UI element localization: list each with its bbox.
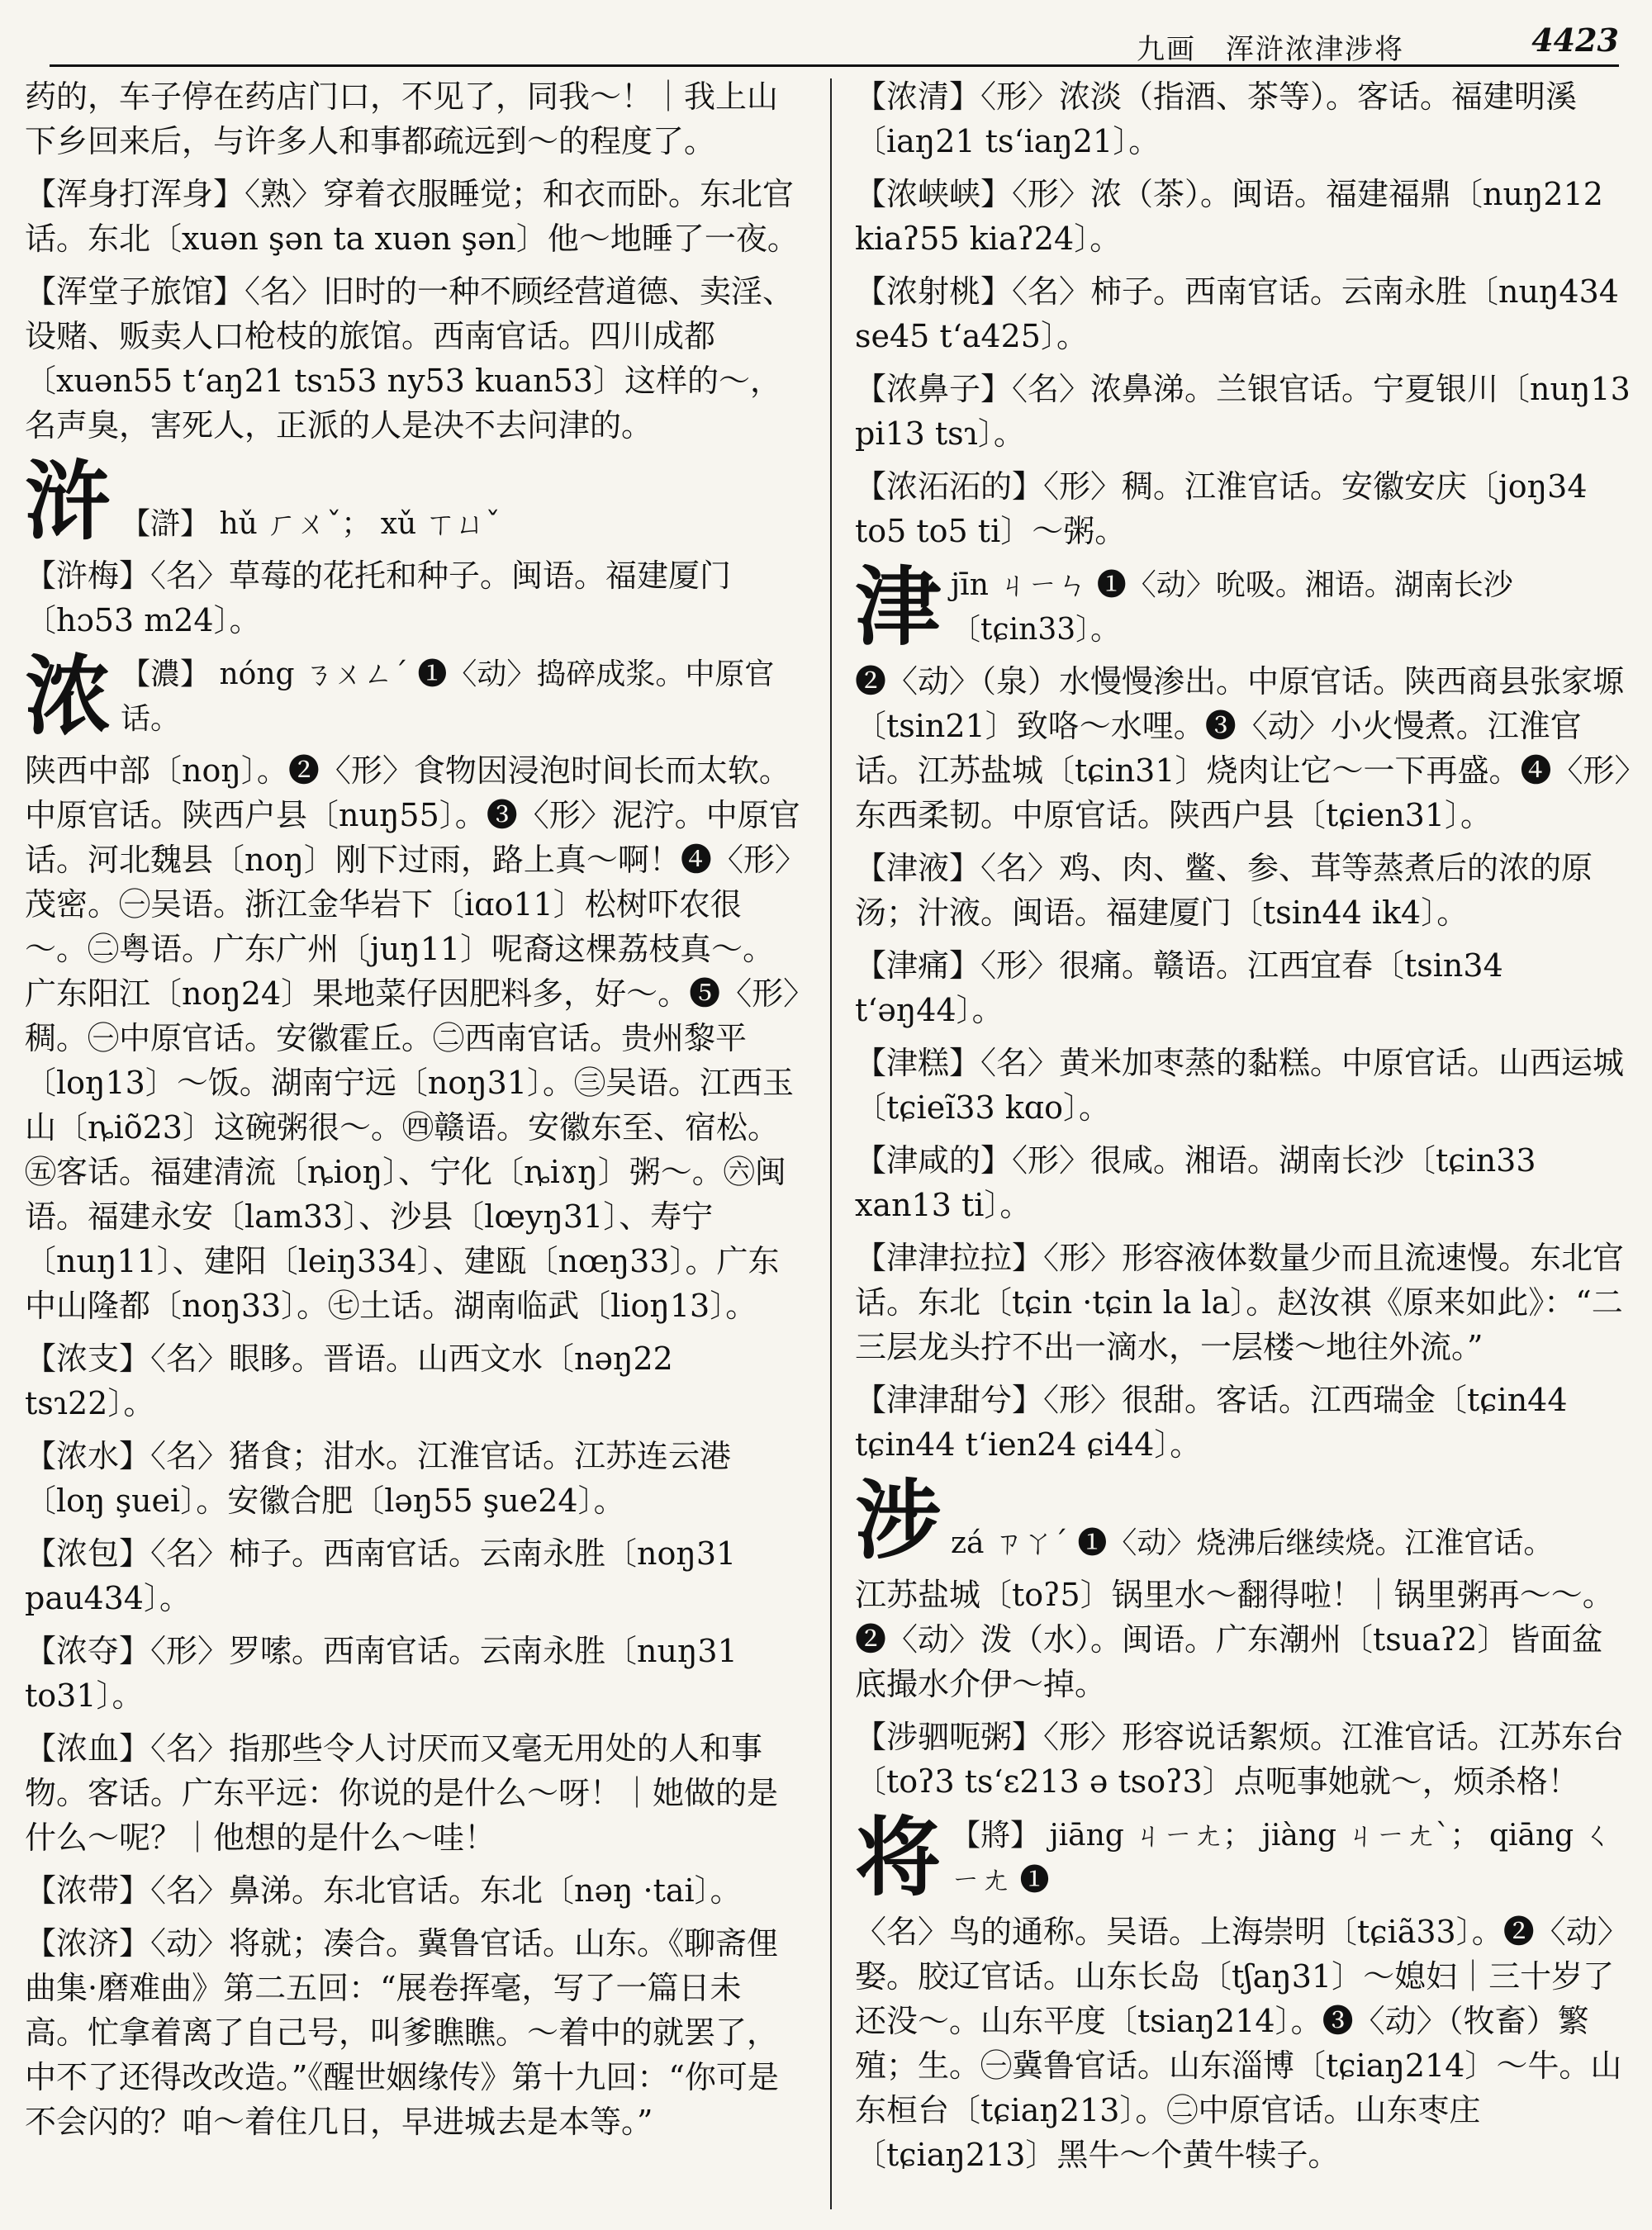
entry-jiang-senses: 〈名〉鸟的通称。吴语。上海崇明〔tɕiã33〕。❷〈动〉娶。胶辽官话。山东长岛〔tʃaŋ31〕～媳妇｜三十岁了还没～。山东平度〔tsiaŋ214〕。❸〈动〉（牧畜）繁殖；生。㊀冀鲁官话。山东淄博〔tɕiaŋ214〕～牛。山东桓台〔tɕiaŋ213〕。㊁中原官话。山东枣庄〔tɕiaŋ213〕黑牛～个黄牛犊子。 [855, 1914, 1629, 2173]
entry-jin-senses: ❷〈动〉（泉）水慢慢渗出。中原官话。陕西商县张家塬〔tsin21〕致咯～水哩。❸〈动〉小火慢煮。江淮官话。江苏盐城〔tɕin31〕烧肉让它～一下再盛。❹〈形〉东西柔韧。中原官话。陕西户县〔tɕien31〕。 [855, 663, 1631, 833]
entry-nong-qing: 【浓清】〈形〉浓淡（指酒、茶等）。客话。福建明溪〔iaŋ21 tsʻiaŋ21〕。 [855, 78, 1578, 159]
entry-hun-shen: 【浑身打浑身】〈熟〉穿着衣服睡觉；和衣而卧。东北官话。东北〔xuən şən ta xuən şən〕他～地睡了一夜。 [25, 176, 799, 257]
entry-nong-dai: 【浓带】〈名〉鼻涕。东北官话。东北〔nəŋ ·tai〕。 [25, 1872, 742, 1909]
right-column [855, 74, 1631, 2185]
headword-jiang [855, 1806, 1631, 1908]
section-title: 九画 浑浒浓津涉将 [1137, 33, 1404, 66]
entry-nong-duo: 【浓夺】〈形〉罗嗦。西南官话。云南永胜〔nuŋ31 to31〕。 [25, 1633, 738, 1714]
entry-nong-senses: 陕西中部〔noŋ〕。❷〈形〉食物因浸泡时间长而太软。中原官话。陕西户县〔nuŋ55〕。❸〈形〉泥泞。中原官话。河北魏县〔noŋ〕刚下过雨，路上真～啊！❹〈形〉茂密。㊀吴语。浙江金华岩下〔iɑo11〕松树吓农很～。㊁粤语。广东广州〔juŋ11〕呢裔这棵荔枝真～。广东阳江〔noŋ24〕果地菜仔因肥料多，好～。❺〈形〉稠。㊀中原官话。安徽霍丘。㊁西南官话。贵州黎平〔loŋ13〕～饭。湖南宁远〔noŋ31〕。㊂吴语。江西玉山〔ȵiõ23〕这碗粥很～。㊃赣语。安徽东至、宿松。㊄客话。福建清流〔ȵioŋ〕、宁化〔ȵiɤŋ〕粥～。㊅闽语。福建永安〔lam33〕、沙县〔lœyŋ31〕、寿宁〔nuŋ11〕、建阳〔leiŋ334〕、建瓯〔nœŋ33〕。广东中山隆都〔noŋ33〕。㊆土话。湖南临武〔lioŋ13〕。 [25, 752, 800, 1324]
entry-hu-mei: 【浒梅】〈名〉草莓的花托和种子。闽语。福建厦门〔hɔ53 m24〕。 [25, 558, 732, 638]
entry-jin-gao: 【津糕】〈名〉黄米加枣蒸的黏糕。中原官话。山西运城〔tɕieĩ33 kɑo〕。 [855, 1045, 1625, 1126]
entry-nong-she-tao: 【浓射桃】〈名〉柿子。西南官话。云南永胜〔nuŋ434 se45 tʻa425〕。 [855, 273, 1619, 354]
entry-za-senses: 江苏盐城〔toʔ5〕锅里水～翻得啦！｜锅里粥再～～。❷〈动〉泼（水）。闽语。广东潮州〔tsuaʔ2〕皆面盆底撮水介伊～掉。 [855, 1577, 1614, 1702]
headword-char-jiang: 将 [855, 1806, 942, 1908]
entry-nong-shui: 【浓水】〈名〉猪食；泔水。江淮官话。江苏连云港〔loŋ şuei〕。安徽合肥〔ləŋ55 şue24〕。 [25, 1438, 732, 1519]
headword-reading-jiang: 【將】 jiāng ㄐㄧㄤ； jiàng ㄐㄧㄤˋ； qiāng ㄑㄧㄤ ❶ [951, 1819, 1613, 1897]
headword-reading-hu: 【滸】 hǔ ㄏㄨˇ； xǔ ㄒㄩˇ [121, 507, 501, 541]
entry-jin-xian: 【津咸的】〈形〉很咸。湘语。湖南长沙〔tɕin33 xan13 ti〕。 [855, 1142, 1536, 1223]
entry-nong-xue: 【浓血】〈名〉指那些令人讨厌而又毫无用处的人和事物。客话。广东平远：你说的是什么～呀！｜她做的是什么～呢？｜他想的是什么～哇！ [25, 1730, 779, 1856]
entry-nong-bi-zi: 【浓鼻子】〈名〉浓鼻涕。兰银官话。宁夏银川〔nuŋ13 pi13 tsɿ〕。 [855, 371, 1631, 452]
headword-char-nong: 浓 [25, 645, 112, 747]
entry-jin-tong: 【津痛】〈形〉很痛。赣语。江西宜春〔tsin34 tʻəŋ44〕。 [855, 947, 1503, 1028]
entry-hun-tang-zi: 【浑堂子旅馆】〈名〉旧时的一种不顾经营道德、卖淫、设赌、贩卖人口枪枝的旅馆。西南官话。四川成都〔xuən55 tʻaŋ21 tsɿ53 ny53 kuan53〕这样的～，名声臭，害死人，正派的人是决不去问津的。 [25, 273, 795, 444]
headword-reading-za: zá ㄗㄚˊ ❶〈动〉烧沸后继续烧。江淮官话。 [951, 1526, 1554, 1560]
entry-nong-zhi: 【浓支】〈名〉眼眵。晋语。山西文水〔nəŋ22 tsɿ22〕。 [25, 1340, 673, 1421]
headword-za [855, 1469, 1631, 1571]
headword-reading-jin: jīn ㄐㄧㄣ ❶〈动〉吮吸。湘语。湖南长沙〔tɕin33〕。 [951, 568, 1513, 647]
headword-char-jin: 津 [855, 556, 942, 657]
headword-jin [855, 556, 1631, 657]
entry-za-phrase: 【涉驷呃粥】〈形〉形容说话絮烦。江淮官话。江苏东台〔toʔ3 tsʻɛ213 ə tsoʔ3〕点呃事她就～，烦杀格！ [855, 1719, 1625, 1800]
page-number: 4423 [1531, 21, 1619, 59]
entry-continuation: 药的，车子停在药店门口，不见了，同我～！｜我上山下乡回来后，与许多人和事都疏远到～的程度了。 [25, 78, 779, 159]
entry-jin-jin-tian: 【津津甜兮】〈形〉很甜。客话。江西瑞金〔tɕin44 tɕin44 tʻien24 ɕi44〕。 [855, 1382, 1568, 1463]
column-divider [830, 78, 832, 2209]
entry-nong-tuo-tuo: 【浓沰沰的】〈形〉稠。江淮官话。安徽安庆〔joŋ34 to5 to5 ti〕～粥。 [855, 468, 1588, 549]
entry-jin-ye: 【津液】〈名〉鸡、肉、鳖、参、茸等蒸煮后的浓的原汤；汁液。闽语。福建厦门〔tsin44 ik4〕。 [855, 850, 1593, 931]
left-column [25, 74, 801, 2152]
headword-char-za: 涉 [855, 1469, 942, 1571]
headword-char-hu: 浒 [25, 450, 112, 552]
page-header [50, 15, 1619, 67]
entry-nong-ji: 【浓济】〈动〉将就；凑合。冀鲁官话。山东。《聊斋俚曲集·磨难曲》第二五回：“展卷挥毫，写了一篇日未高。忙拿着离了自己号，叫爹瞧瞧。～着中的就罢了，中不了还得改改造。”《醒世姻缘传》第十九回：“你可是不会闪的？咱～着住几日，早进城去是本等。” [25, 1925, 779, 2140]
entry-nong-bao: 【浓包】〈名〉柿子。西南官话。云南永胜〔noŋ31 pau434〕。 [25, 1535, 737, 1616]
entry-nong-xia-xia: 【浓峡峡】〈形〉浓（茶）。闽语。福建福鼎〔nuŋ212 kiaʔ55 kiaʔ24〕。 [855, 176, 1603, 257]
entry-jin-jin-la-la: 【津津拉拉】〈形〉形容液体数量少而且流速慢。东北官话。东北〔tɕin ·tɕin la la〕。赵汝祺《原来如此》：“二三层龙头拧不出一滴水，一层楼～地往外流。” [855, 1240, 1625, 1365]
headword-hu [25, 450, 801, 552]
headword-reading-nong: 【濃】 nóng ㄋㄨㄥˊ ❶〈动〉捣碎成浆。中原官话。 [121, 657, 775, 736]
headword-nong [25, 645, 801, 747]
